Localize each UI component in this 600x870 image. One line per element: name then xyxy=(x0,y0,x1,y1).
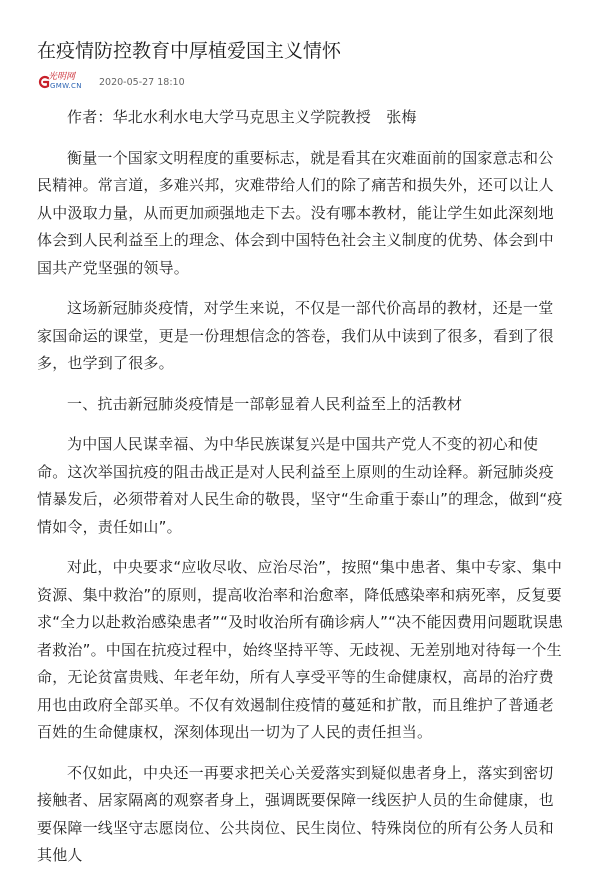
paragraph: 衡量一个国家文明程度的重要标志，就是看其在灾难面前的国家意志和公民精神。常言道，多难兴邦，灾难带给人们的除了痛苦和损失外，还可以让人从中汲取力量，从而更加顽强地走下去。没有哪本教材，能让学生如此深刻地体会到人民利益至上的理念、体会到中国特色社会主义制度的优势、体会到中国共产党坚强的领导。 xyxy=(37,148,554,277)
paragraph: 对此，中央要求“应收尽收、应治尽治”，按照“集中患者、集中专家、集中资源、集中救治”的原则，提高收治率和治愈率，降低感染率和病死率，反复要求“全力以赴救治感染患者”“及时收治所有确诊病人”“决不能因费用问题耽误患者救治”。中国在抗疫过程中，始终坚持平等、无歧视、无差别地对待每一个生命，无论贫富贵贱、年老年幼，所有人享受平等的生命健康权，高昂的治疗费用也由政府全部买单。不仅有效遏制住疫情的蔓延和扩散，而且维护了普通老百姓的生命健康权，深刻体现出一切为了人民的责任担当。 xyxy=(37,558,564,741)
paragraph: 为中国人民谋幸福、为中华民族谋复兴是中国共产党人不变的初心和使命。这次举国抗疫的阻击战正是对人民利益至上原则的生动诠释。新冠肺炎疫情暴发后，必须带着对人民生命的敬畏，坚守“生命重于泰山”的理念，做到“疫情如令，责任如山”。 xyxy=(37,435,563,536)
article-meta xyxy=(37,71,185,93)
author-line: 作者：华北水利水电大学马克思主义学院教授 张梅 xyxy=(67,108,417,126)
section-heading: 一、抗击新冠肺炎疫情是一部彰显着人民利益至上的活教材 xyxy=(67,394,463,413)
logo-sub: GMW.CN xyxy=(50,82,82,90)
publish-date: 2020-05-27 18:10 xyxy=(99,76,185,88)
article-title: 在疫情防控教育中厚植爱国主义情怀 xyxy=(37,40,342,62)
source-logo[interactable] xyxy=(37,72,95,92)
paragraph: 这场新冠肺炎疫情，对学生来说，不仅是一部代价高昂的教材，还是一堂家国命运的课堂，更是一份理想信念的答卷，我们从中读到了很多，看到了很多，也学到了很多。 xyxy=(37,299,554,372)
article-body xyxy=(37,104,567,870)
logo-word: 光明网 xyxy=(48,72,76,82)
paragraph: 不仅如此，中央还一再要求把关心关爱落实到疑似患者身上，落实到密切接触者、居家隔离的观察者身上，强调既要保障一线医护人员的生命健康，也要保障一线坚守志愿岗位、公共岗位、民生岗位、特殊岗位的所有公务人员和其他人 xyxy=(37,763,554,864)
